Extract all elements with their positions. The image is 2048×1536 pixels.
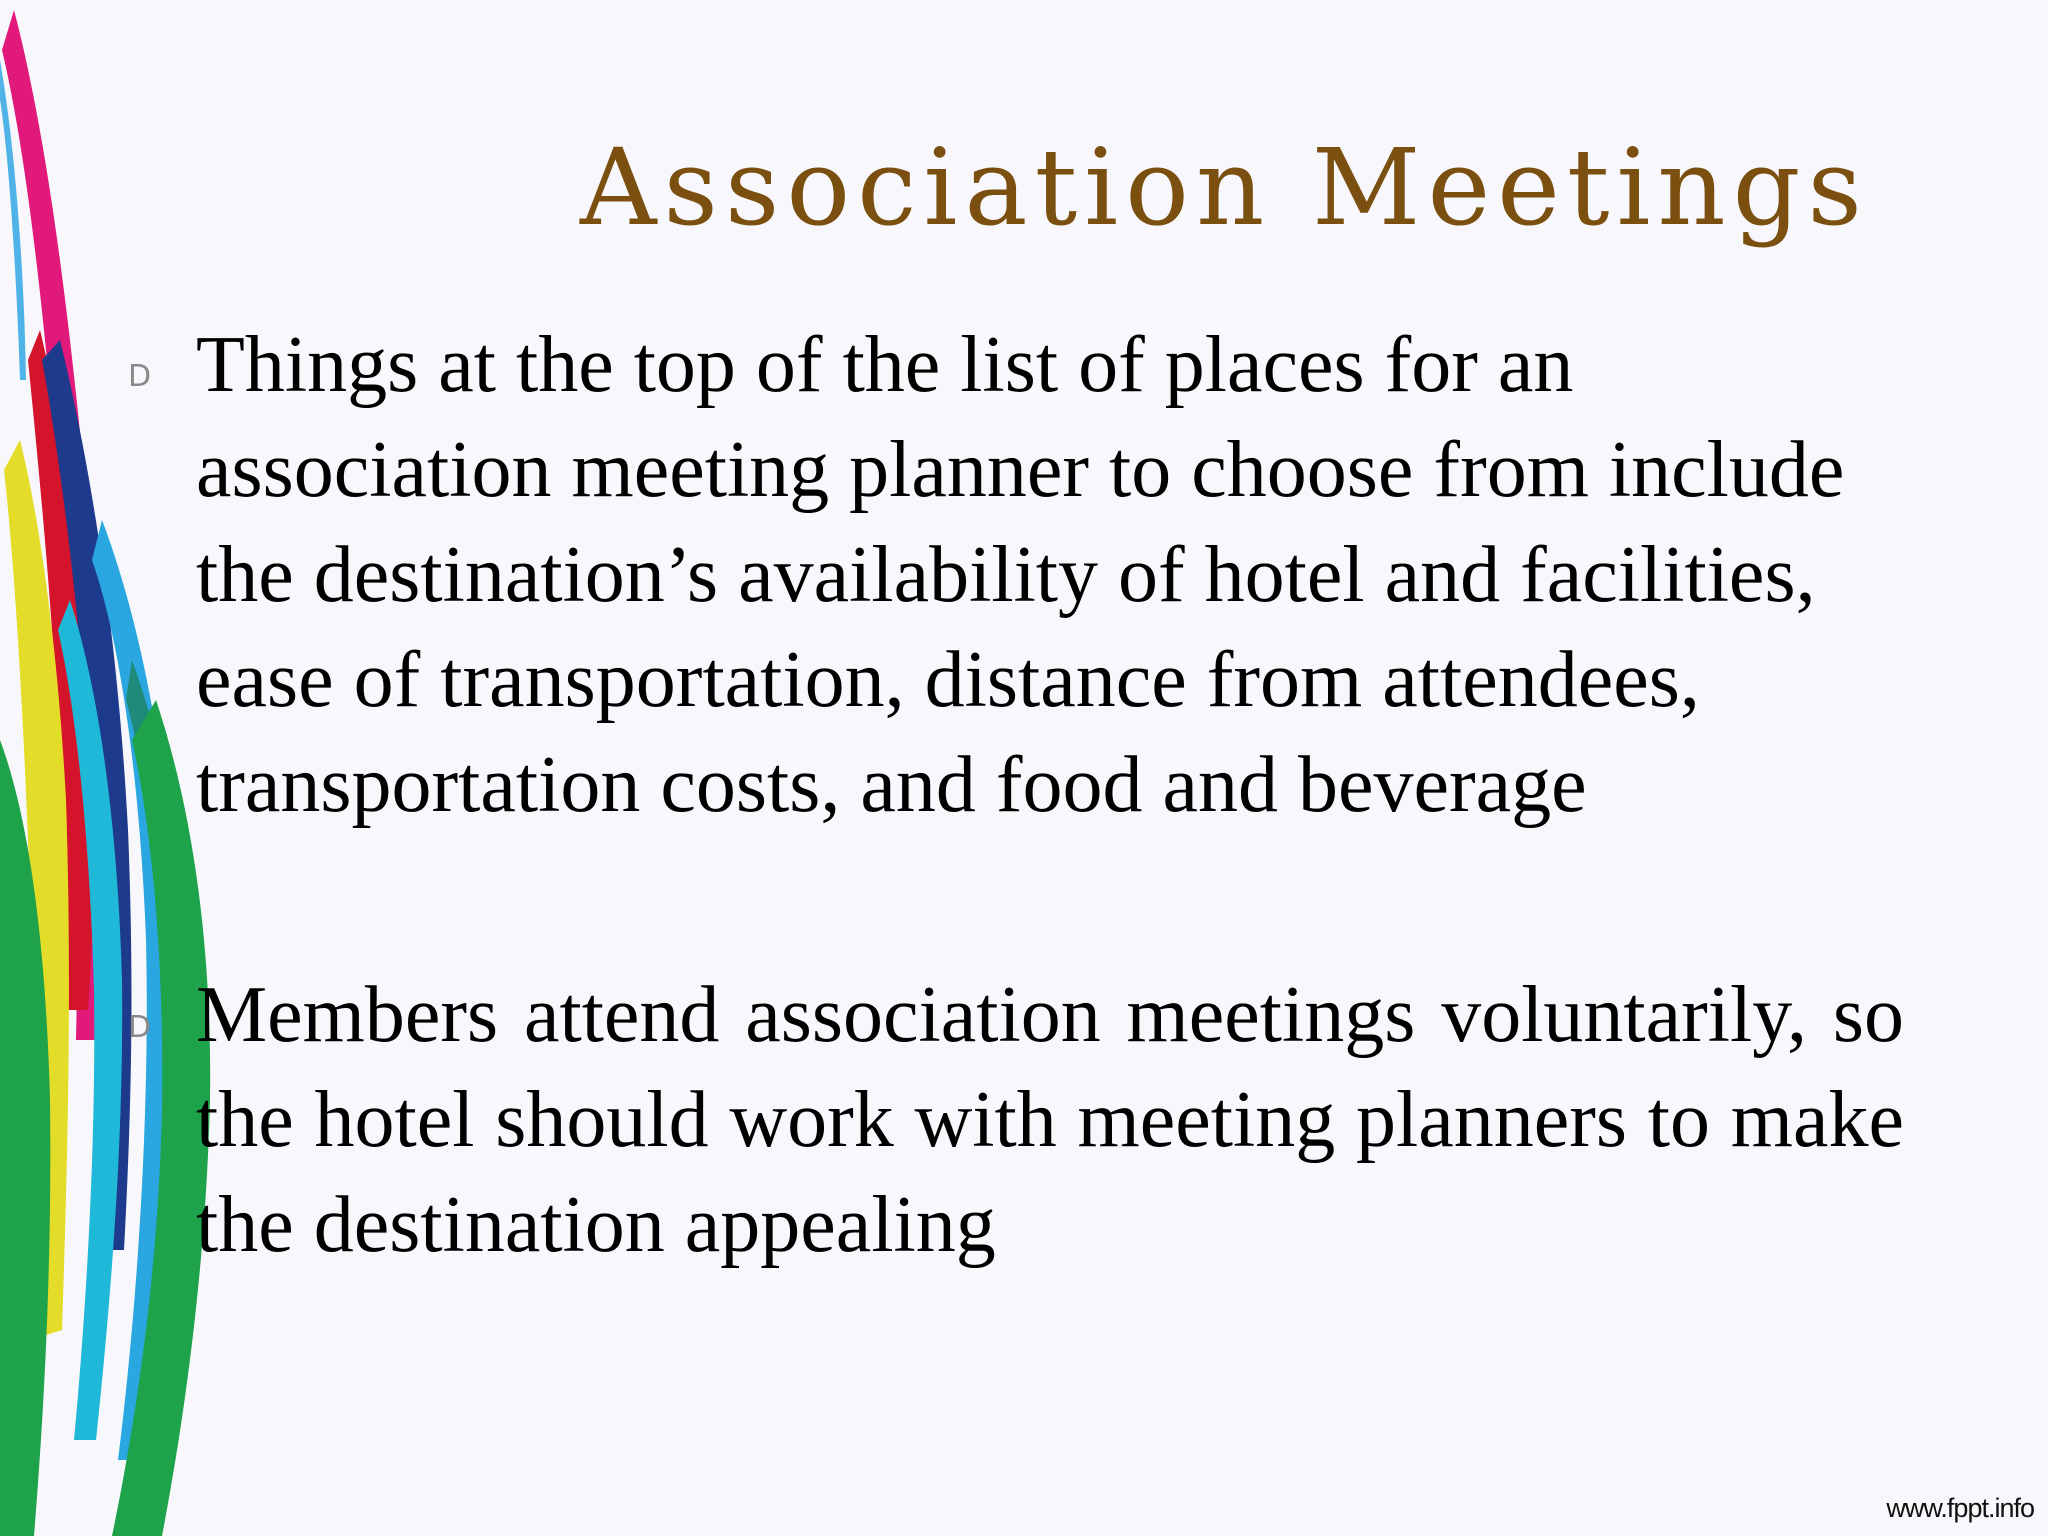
footer-url: www.fppt.info — [1886, 1493, 2034, 1523]
bullet-text: Things at the top of the list of places for an association meeting planner to choose from include the destination’s availability of hotel and facilities, ease of transportation, distance from attendees, transportation costs, and food and beverage — [196, 321, 1845, 829]
bullet-marker: D — [128, 1010, 152, 1045]
bullet-text: Members attend association meetings voluntarily, so the hotel should work with meeting planners to make the destination appealing — [196, 971, 1904, 1269]
slide-title: Association Meetings — [580, 126, 1869, 249]
bullet-marker: D — [128, 359, 152, 394]
